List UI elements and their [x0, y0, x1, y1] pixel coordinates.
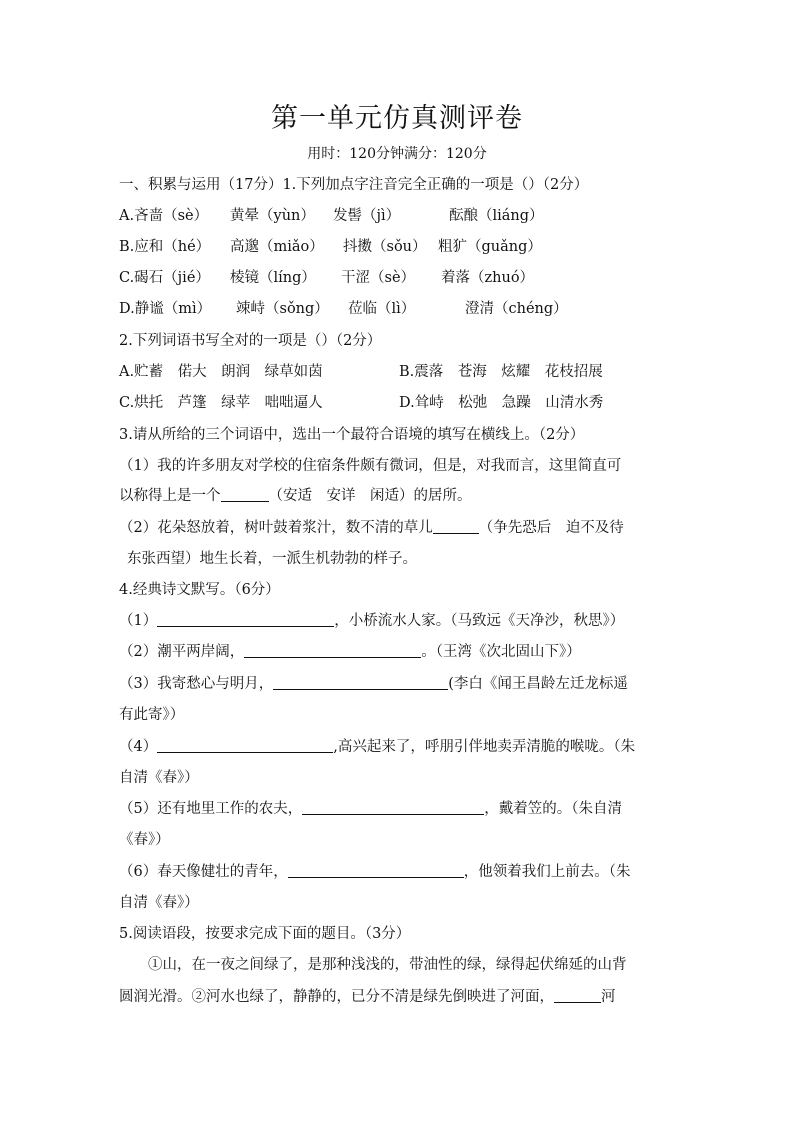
- q1-c-3: 干涩（sè）: [341, 270, 416, 286]
- q1-d-3: 莅临（lì）: [348, 301, 416, 317]
- answer-blank[interactable]: [554, 987, 601, 1003]
- q2-stem: 2.下列词语书写全对的一项是（）（2分）: [119, 333, 382, 349]
- q4-item-4-text: ,高兴起来了，呼朋引伴地卖弄清脆的喉咙。（朱: [333, 739, 636, 755]
- q4-item-1-text: ，小桥流水人家。（马致远《天净沙，秋思》）: [334, 613, 625, 629]
- q4-item-6: [119, 861, 675, 883]
- q2-options-cd: [119, 392, 675, 414]
- q2-options-ab: [119, 361, 675, 383]
- answer-blank[interactable]: [157, 611, 334, 627]
- q1-a-3: 发髻（jì）: [333, 208, 401, 224]
- q4-item-3-text-a: （3）我寄愁心与明月，: [119, 676, 274, 692]
- q5-passage-line1: ①山，在一夜之间绿了，是那种浅浅的，带油性的绿，绿得起伏绵延的山背: [148, 957, 627, 973]
- page-title: 第一单元仿真测评卷: [271, 103, 523, 134]
- q1-b-4: 粗犷（guǎng）: [438, 239, 542, 255]
- q2-option-d: D.耸峙 松弛 急躁 山清水秀: [399, 395, 604, 411]
- q4-item-4-cont: 自清《春》）: [119, 770, 199, 786]
- q1-a-2: 黄晕（yùn）: [230, 208, 315, 224]
- section-heading: 一、积累与运用（17分）1.下列加点字注音完全正确的一项是（）（2分）: [119, 177, 589, 193]
- answer-blank[interactable]: [221, 486, 269, 502]
- q1-d-2: 竦峙（sǒng）: [236, 301, 329, 317]
- q4-item-5-text-a: （5）还有地里工作的农夫，: [119, 801, 303, 817]
- q4-item-2-text-b: 。（王湾《次北固山下》）: [421, 644, 581, 660]
- q1-b-3: 抖擞（sǒu）: [343, 239, 427, 255]
- q3-p2-line2: 东张西望）地生长着，一派生机勃勃的样子。: [127, 551, 417, 567]
- q1-d-4: 澄清（chéng）: [465, 301, 568, 317]
- answer-blank[interactable]: [433, 518, 479, 534]
- q3-p1-text-b: （安适 安详 闲适）的居所。: [268, 488, 472, 504]
- q1-b-2: 高邈（miǎo）: [230, 239, 324, 255]
- q4-item-6-text-a: （6）春天像健壮的青年，: [119, 864, 288, 880]
- q4-item-1-num: （1）: [119, 613, 158, 629]
- answer-blank[interactable]: [244, 642, 421, 658]
- q4-item-5: [119, 798, 675, 820]
- q4-item-3: [119, 673, 675, 695]
- q4-item-4: [119, 736, 675, 758]
- answer-blank[interactable]: [157, 737, 333, 753]
- q4-item-2: [119, 641, 675, 663]
- q4-item-3-cont: 有此寄》）: [119, 707, 185, 723]
- answer-blank[interactable]: [302, 799, 484, 815]
- q3-p1-text-a: 以称得上是一个: [119, 488, 221, 504]
- q1-c-1: C.碣石（jié）: [119, 270, 210, 286]
- q4-item-4-num: （4）: [119, 739, 158, 755]
- q2-option-b: B.震落 苍海 炫耀 花枝招展: [399, 364, 603, 380]
- q4-item-5-cont: 《春》）: [119, 832, 170, 848]
- q3-p2-line1: [119, 517, 675, 539]
- q1-a-1: A.吝啬（sè）: [119, 208, 209, 224]
- q2-option-c: C.烘托 芦篷 绿苹 咄咄逼人: [119, 395, 323, 411]
- q1-b-1: B.应和（hé）: [119, 239, 211, 255]
- q4-item-5-text-b: ，戴着笠的。（朱自清: [484, 801, 622, 817]
- answer-blank[interactable]: [288, 862, 464, 878]
- q3-p1-line2: [119, 485, 675, 507]
- q1-c-4: 着落（zhuó）: [441, 270, 535, 286]
- q4-item-2-text-a: （2）潮平两岸阔，: [119, 644, 245, 660]
- q4-stem: 4.经典诗文默写。（6分）: [119, 582, 280, 598]
- q4-item-1: [119, 610, 675, 632]
- q1-option-b: [119, 236, 675, 258]
- q1-option-d: [119, 298, 675, 320]
- q4-item-6-text-b: ，他领着我们上前去。（朱: [463, 864, 631, 880]
- q5-passage-text-a: 圆润光滑。②河水也绿了，静静的，已分不清是绿先倒映进了河面，: [119, 989, 554, 1005]
- q3-p2-text-b: （争先恐后 迫不及待: [478, 520, 624, 536]
- answer-blank[interactable]: [273, 674, 448, 690]
- page-subtitle: 用时：120分钟满分：120分: [307, 146, 487, 162]
- q4-item-6-cont: 自清《春》）: [119, 895, 199, 911]
- q5-passage-text-b: 河: [601, 989, 616, 1005]
- q1-a-4: 酝酿（liáng）: [449, 208, 544, 224]
- q3-p2-text-a: （2）花朵怒放着，树叶鼓着浆汁，数不清的草儿: [119, 520, 433, 536]
- q3-stem: 3.请从所给的三个词语中，选出一个最符合语境的填写在横线上。（2分）: [119, 427, 585, 443]
- q5-passage-line2: [119, 986, 675, 1008]
- q1-option-c: [119, 267, 675, 289]
- q3-p1-line1: （1）我的许多朋友对学校的住宿条件颇有微词，但是，对我而言，这里简直可: [119, 458, 622, 474]
- q1-option-a: [119, 205, 675, 227]
- q5-stem: 5.阅读语段，按要求完成下面的题目。（3分）: [119, 926, 411, 942]
- q1-d-1: D.静谧（mì）: [119, 301, 212, 317]
- q4-item-3-text-b: (李白《闻王昌龄左迁龙标遥: [448, 676, 628, 692]
- q1-c-2: 棱镜（líng）: [230, 270, 316, 286]
- q2-option-a: A.贮蓄 偌大 朗润 绿草如茵: [119, 364, 323, 380]
